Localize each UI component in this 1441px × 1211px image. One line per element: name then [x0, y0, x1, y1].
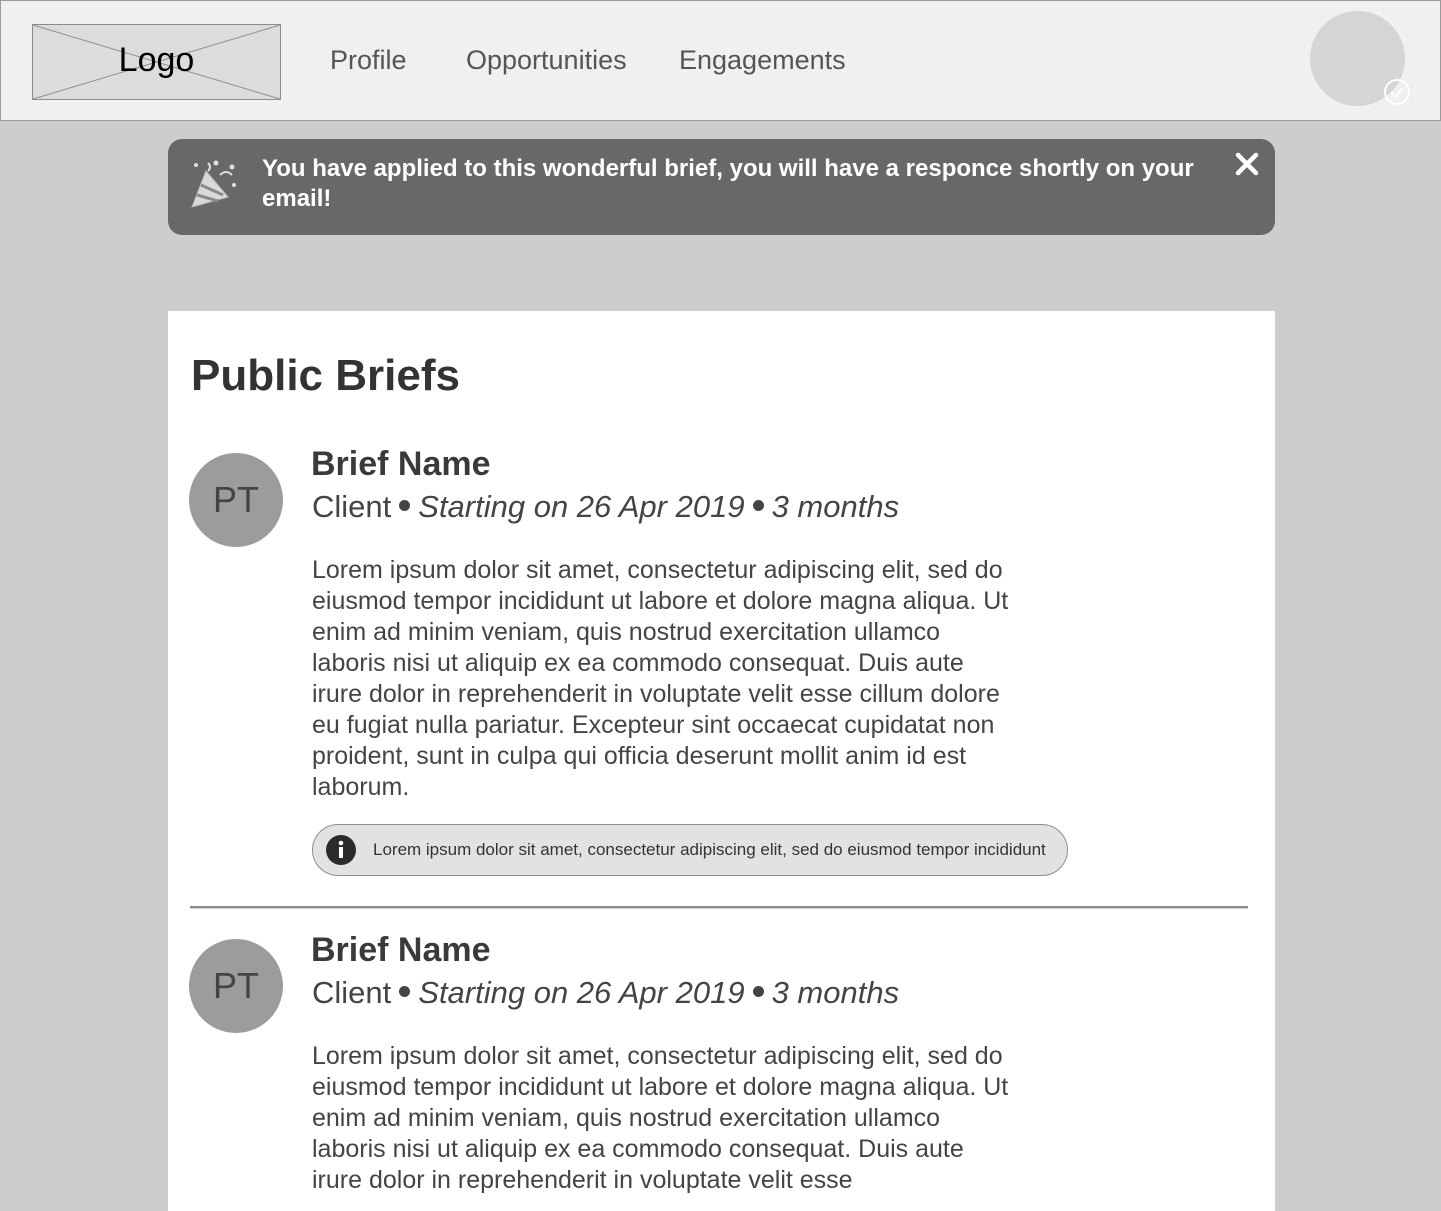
brief-meta: [312, 489, 899, 525]
brief-info-note: [312, 824, 1068, 876]
check-circle-icon: [1383, 78, 1411, 106]
nav-profile[interactable]: Profile: [330, 45, 407, 75]
bullet-separator: [753, 986, 764, 997]
nav-opportunities[interactable]: Opportunities: [466, 45, 627, 75]
bullet-separator: [399, 500, 410, 511]
close-icon[interactable]: [1232, 149, 1262, 179]
brief-duration: 3 months: [771, 489, 900, 524]
brief-name[interactable]: Brief Name: [311, 931, 491, 969]
page-title: Public Briefs: [191, 351, 460, 400]
info-text: Lorem ipsum dolor sit amet, consectetur adipiscing elit, sed do eiusmod tempor incididunt: [373, 840, 1046, 859]
bullet-separator: [753, 500, 764, 511]
logo-label: Logo: [118, 41, 195, 79]
client-avatar: PT: [189, 939, 283, 1033]
brief-name[interactable]: Brief Name: [311, 445, 491, 483]
party-popper-icon: [188, 157, 240, 213]
success-alert: [168, 139, 1275, 235]
bullet-separator: [399, 986, 410, 997]
briefs-card: [168, 311, 1275, 1211]
brief-start-date: Starting on 26 Apr 2019: [418, 489, 745, 524]
brief-description: Lorem ipsum dolor sit amet, consectetur adipiscing elit, sed do eiusmod tempor incididunt ut labore et dolore magna aliqua. Ut enim ad minim veniam, quis nostrud exercitation ullamco laboris nisi ut aliquip ex ea commodo consequat. Duis aute irure dolor in reprehenderit in voluptate velit esse cillum dolore eu fugiat nulla pariatur. Excepteur sint occaecat cupidatat non proident, sunt in culpa qui officia deserunt mollit anim id est laborum.: [312, 556, 1009, 801]
brief-description: Lorem ipsum dolor sit amet, consectetur adipiscing elit, sed do eiusmod tempor incididunt ut labore et dolore magna aliqua. Ut enim ad minim veniam, quis nostrud exercitation ullamco laboris nisi ut aliquip ex ea commodo consequat. Duis aute irure dolor in reprehenderit in voluptate velit esse: [312, 1042, 1009, 1194]
brief-divider: [190, 906, 1248, 908]
brief-start-date: Starting on 26 Apr 2019: [418, 975, 745, 1010]
top-navbar: [0, 0, 1441, 121]
nav-engagements[interactable]: Engagements: [679, 45, 846, 75]
brief-duration: 3 months: [771, 975, 900, 1010]
brief-meta: [312, 975, 899, 1011]
brief-client: Client: [312, 975, 392, 1010]
alert-message: You have applied to this wonderful brief, you will have a responce shortly on your email!: [262, 155, 1194, 212]
client-avatar: PT: [189, 453, 283, 547]
info-icon: [325, 834, 357, 866]
logo[interactable]: [32, 24, 281, 100]
brief-client: Client: [312, 489, 392, 524]
